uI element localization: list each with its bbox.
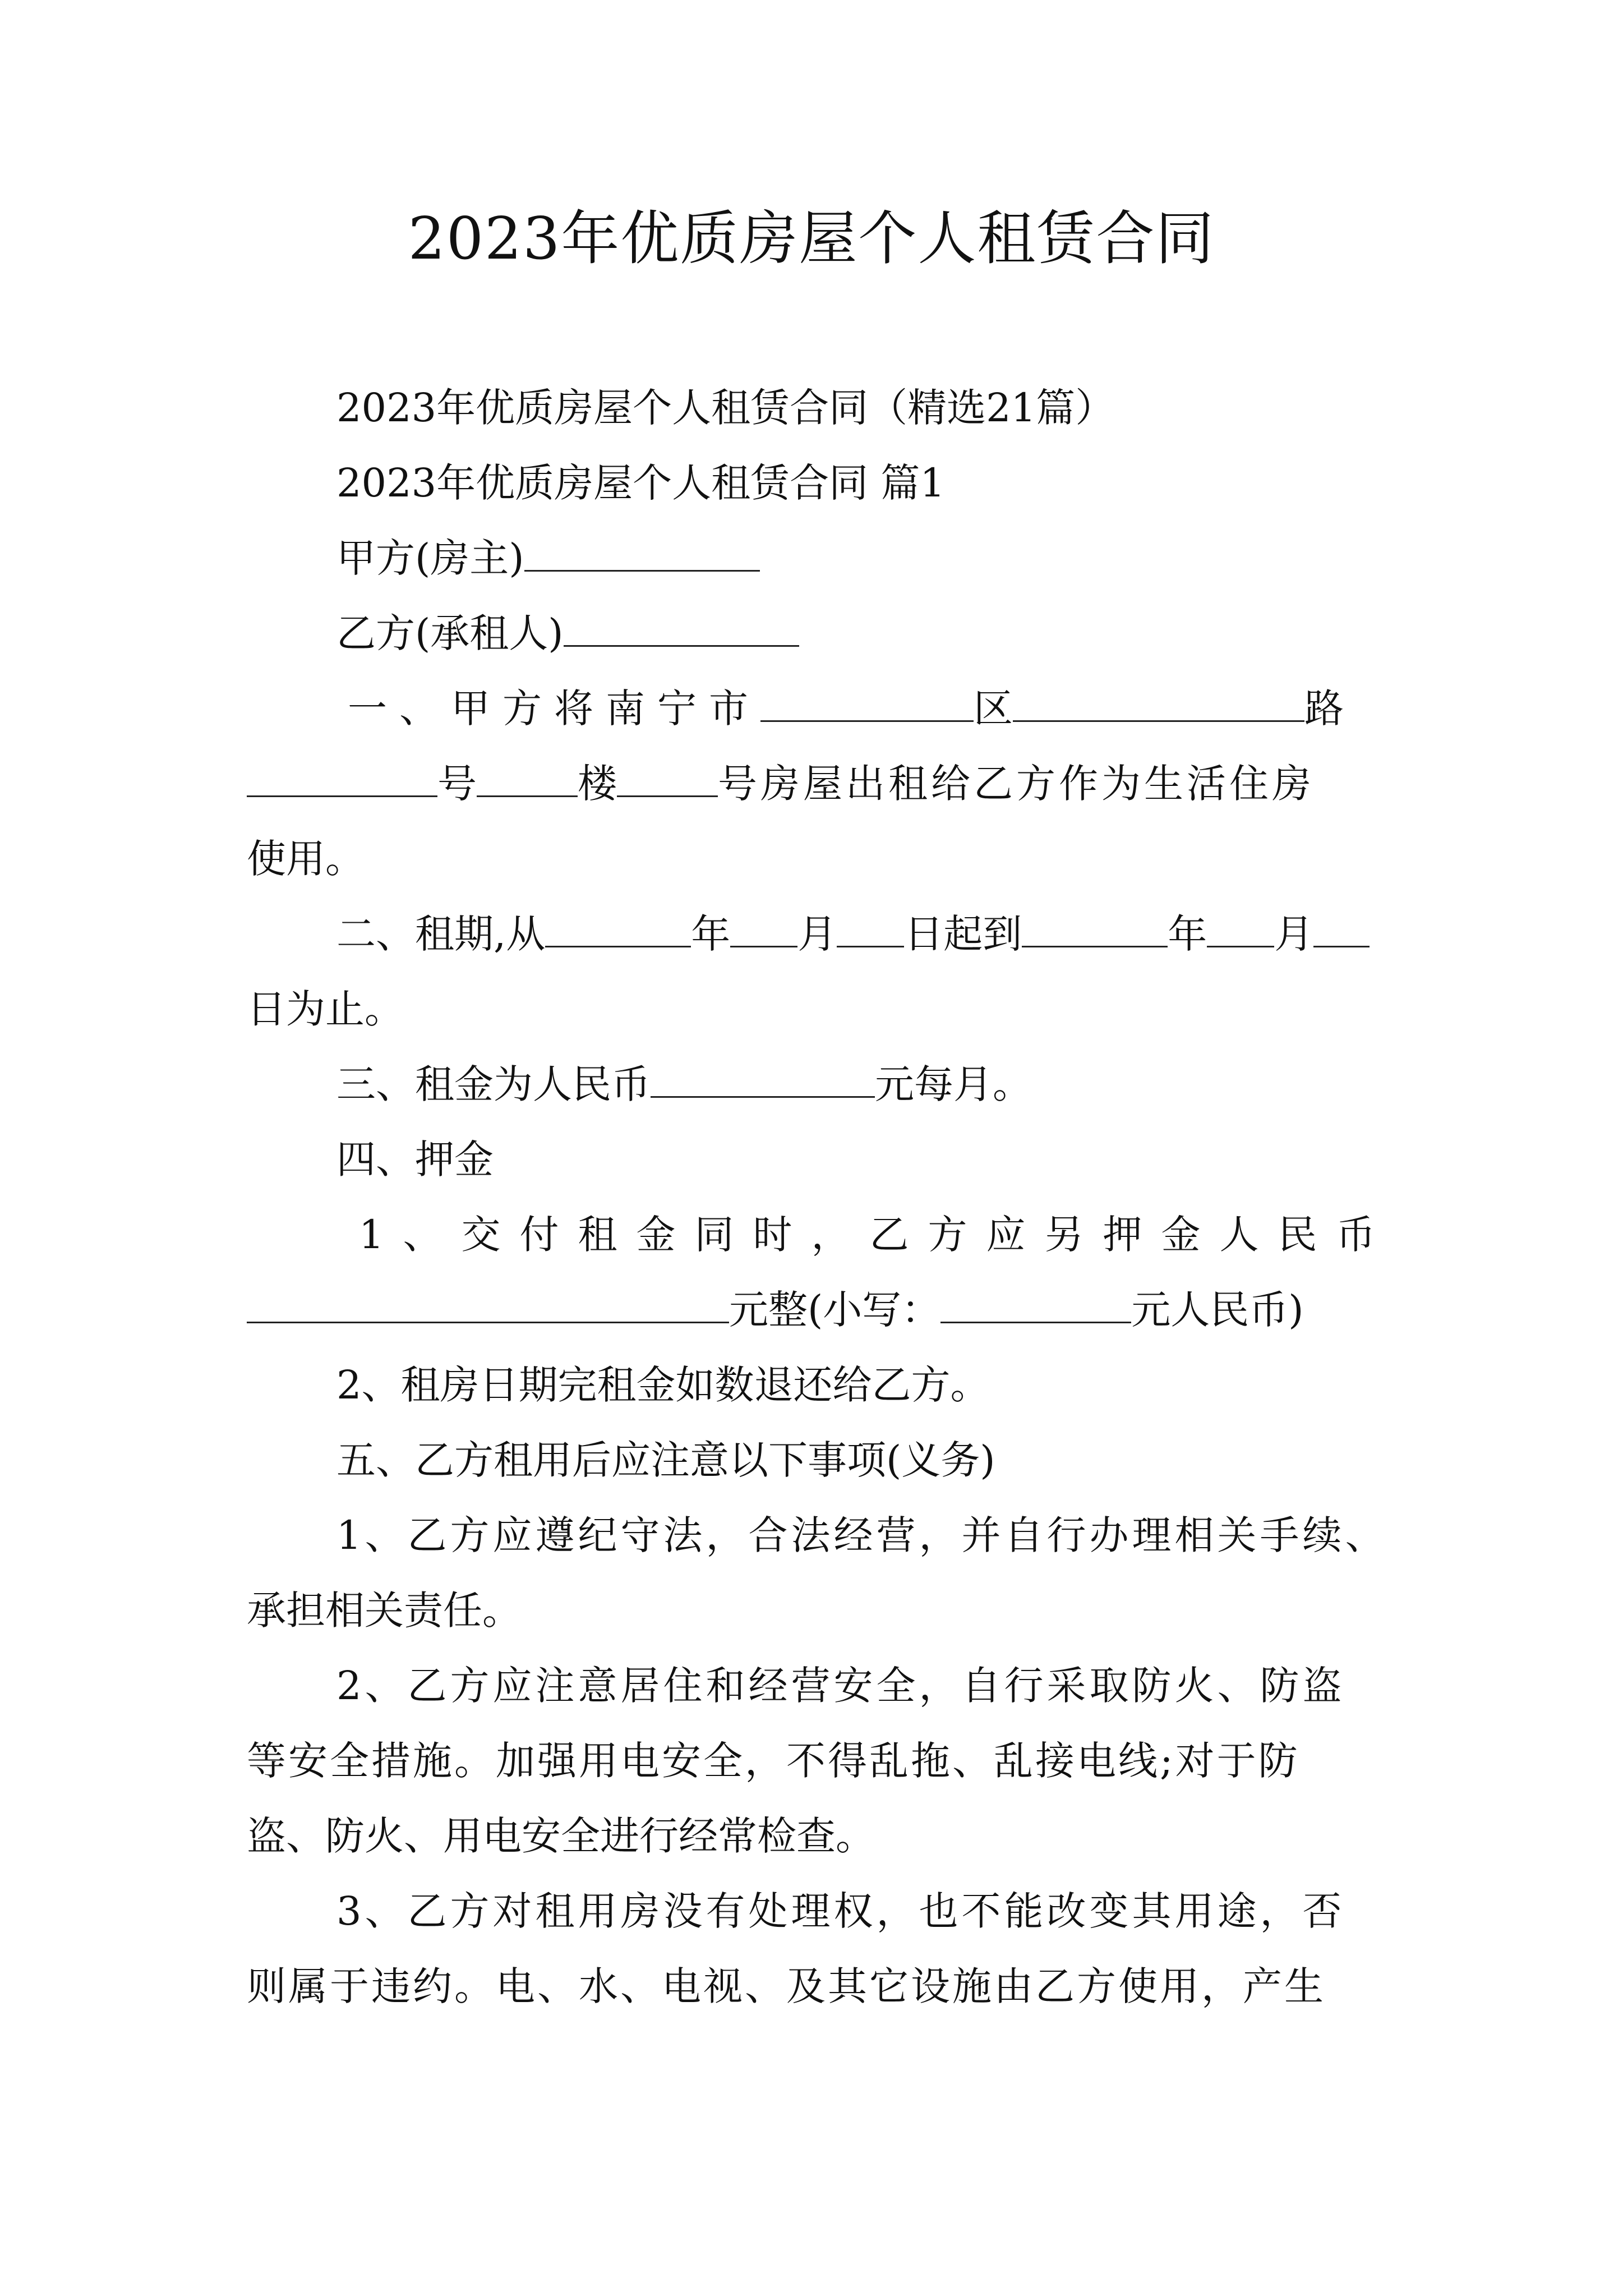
building-blank	[477, 761, 578, 797]
clause-1-road: 路	[1304, 685, 1344, 731]
clause-1-line-3: 使用。	[247, 836, 365, 882]
district-blank	[760, 685, 974, 722]
start-month-blank	[730, 911, 797, 947]
clause-1-district: 区	[974, 685, 1013, 731]
clause-1-line-1	[247, 671, 1380, 746]
clause-2-year2: 年	[1168, 911, 1207, 957]
clause-5-1-line-1: 1、乙方应遵纪守法，合法经营，并自行办理相关手续、	[336, 1512, 1388, 1558]
clause-4-1-suffix: 元人民币)	[1131, 1287, 1304, 1333]
document-title: 2023年优质房屋个人租赁合同	[408, 204, 1215, 273]
rent-blank	[651, 1061, 875, 1098]
clause-1-building: 楼	[578, 761, 617, 807]
clause-4-heading: 四、押金	[336, 1137, 494, 1182]
clause-5-3-line-2: 则属于违约。电、水、电视、及其它设施由乙方使用，产生	[247, 1963, 1326, 2009]
end-year-blank	[1022, 911, 1168, 947]
party-b-line	[247, 596, 1380, 671]
clause-2-month2: 月	[1274, 911, 1314, 957]
clause-3-suffix: 元每月。	[875, 1061, 1032, 1107]
start-year-blank	[545, 911, 691, 947]
clause-1-prefix: 一、甲方将南宁市	[348, 685, 760, 731]
party-a-line	[247, 521, 1380, 596]
clause-1-number: 号	[437, 761, 477, 807]
clause-4-1-mid: 元整(小写：	[729, 1287, 941, 1333]
clause-2-day1: 日起到	[904, 911, 1022, 957]
end-day-blank	[1313, 911, 1370, 947]
end-month-blank	[1207, 911, 1274, 947]
party-a-label: 甲方(房主)	[336, 535, 524, 581]
clause-5-2-line-3: 盗、防火、用电安全进行经常检查。	[247, 1813, 875, 1859]
clause-1-line-2	[247, 746, 1380, 821]
document-body	[247, 370, 1395, 2024]
clause-3-prefix: 三、租金为人民币	[336, 1061, 651, 1107]
deposit-amount-blank	[247, 1287, 729, 1323]
clause-2-line-1	[247, 896, 1380, 972]
clause-2-year1: 年	[691, 911, 731, 957]
start-day-blank	[837, 911, 904, 947]
clause-5-heading: 五、乙方租用后应注意以下事项(义务)	[336, 1437, 995, 1483]
deposit-lowercase-blank	[940, 1287, 1131, 1323]
clause-2-prefix: 二、租期,从	[336, 911, 546, 957]
room-blank	[617, 761, 718, 797]
clause-2-month1: 月	[797, 911, 837, 957]
section-heading: 2023年优质房屋个人租赁合同 篇1	[336, 460, 945, 506]
clause-1-rest: 号房屋出租给乙方作为生活住房	[718, 761, 1315, 807]
party-a-blank	[524, 535, 760, 572]
street-number-blank	[247, 761, 437, 797]
clause-5-1-line-2: 承担相关责任。	[247, 1588, 522, 1634]
party-b-blank	[564, 610, 799, 647]
clause-5-2-line-2: 等安全措施。加强用电安全，不得乱拖、乱接电线;对于防	[247, 1738, 1300, 1784]
clause-4-1-prefix: 1、交付租金同时，乙方应另押金人民币	[359, 1212, 1395, 1258]
clause-4-2: 2、租房日期完租金如数退还给乙方。	[336, 1362, 990, 1408]
clause-5-2-line-1: 2、乙方应注意居住和经营安全，自行采取防火、防盗	[336, 1663, 1345, 1709]
clause-2-line-2: 日为止。	[247, 986, 404, 1032]
clause-4-1-line-2	[247, 1272, 1380, 1347]
clause-3-line	[247, 1047, 1380, 1122]
road-blank	[1013, 685, 1304, 722]
document-subtitle: 2023年优质房屋个人租赁合同（精选21篇）	[336, 385, 1115, 431]
party-b-label: 乙方(承租人)	[336, 610, 564, 656]
clause-4-1-line-1	[247, 1197, 1395, 1272]
clause-5-3-line-1: 3、乙方对租用房没有处理权，也不能改变其用途，否	[336, 1888, 1345, 1934]
